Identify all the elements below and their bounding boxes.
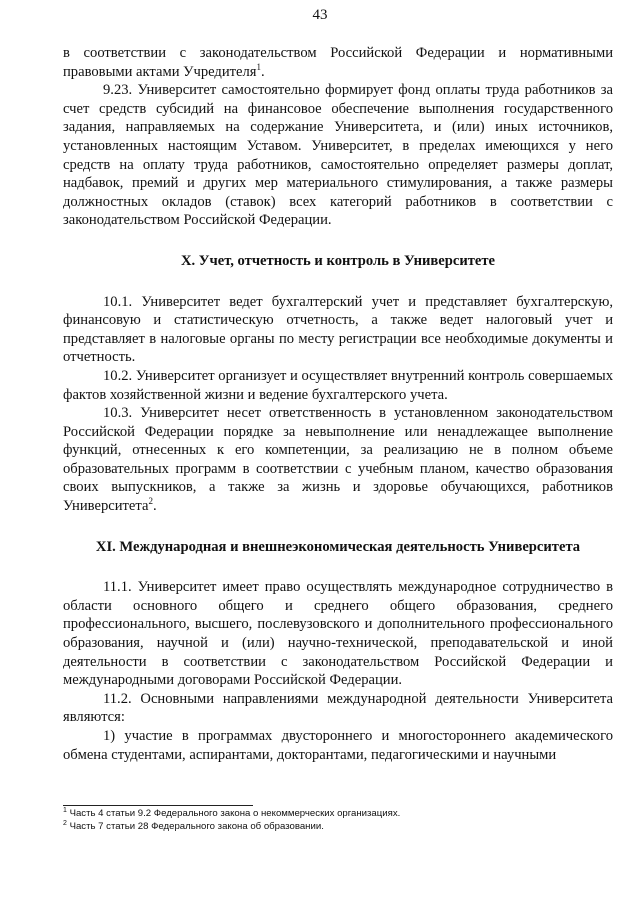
paragraph-11-2-item-1: 1) участие в программах двустороннего и многостороннего академического обмена студентами, аспирантами, докторантами, педагогическими и научными <box>63 728 613 763</box>
paragraph-11-2: 11.2. Основными направлениями международной деятельности Университета являются: <box>63 690 613 726</box>
document-body <box>63 44 613 764</box>
footnote-divider <box>63 805 253 806</box>
paragraph-text: 10.3. Университет несет ответственность в установленном законодательством Российской Федерации порядке за невыполнение или ненадлежащее выполнение функций, отнесенных к его компетенции, за реализацию не в полном объеме образовательных программ в соответствии с учебным планом, качество образования своих выпускников, а также за жизнь и здоровье обучающихся, работников Университета <box>63 405 613 515</box>
footnote-text: Часть 7 статьи 28 Федерального закона об образовании. <box>69 820 324 832</box>
page-number: 43 <box>312 7 328 23</box>
footnotes <box>63 808 613 833</box>
section-heading-x: X. Учет, отчетность и контроль в Университете <box>180 252 496 269</box>
paragraph-9-23: 9.23. Университет самостоятельно формирует фонд оплаты труда работников за счет средств субсидий на финансовое обеспечение выполнения государственного задания, направляемых на содержание Университета, и (или) иных источников, установленных настоящим Уставом. Университет, в пределах имеющихся у него средств на оплату труда работников, самостоятельно определяет размеры доплат, надбавок, премий и других мер материального стимулирования, а также размеры должностных окладов (ставок) всех категорий работников в соответствии с законодательством Российской Федерации. <box>63 82 613 229</box>
paragraph-continuation <box>63 44 613 81</box>
footnote-marker: 2 <box>63 819 67 827</box>
paragraph-10-1: 10.1. Университет ведет бухгалтерский учет и представляет бухгалтерскую, финансовую и статистическую отчетность, а также ведет налоговый учет и представляет в налоговые органы по месту регистрации все необходимые документы и отчетность. <box>63 293 613 366</box>
footnote-1 <box>63 808 613 821</box>
footnote-ref-2: 2 <box>148 496 153 507</box>
footnote-marker: 1 <box>63 806 67 814</box>
footnote-text: Часть 4 статьи 9.2 Федерального закона о некоммерческих организациях. <box>69 808 401 819</box>
paragraph-10-2: 10.2. Университет организует и осуществляет внутренний контроль совершаемых фактов хозяйственной жизни и ведение бухгалтерского учета. <box>63 367 613 403</box>
footnote-2 <box>63 821 613 834</box>
paragraph-tail: . <box>152 498 157 515</box>
paragraph-10-3 <box>63 404 613 516</box>
section-heading-xi: XI. Международная и внешнеэкономическая деятельность Университета <box>95 538 581 555</box>
footnote-ref-1: 1 <box>256 61 262 72</box>
paragraph-text: в соответствии с законодательством Российской Федерации и нормативными правовыми актами Учредителя <box>63 45 613 80</box>
paragraph-11-1: 11.1. Университет имеет право осуществлять международное сотрудничество в области основного общего и среднего общего образования, среднего профессионального, высшего, послевузовского и дополнительного профессионального образования, научной и (или) научно-технической, преподавательской и иной деятельности в соответствии с законодательством Российской Федерации и международными договорами Российской Федерации. <box>63 579 613 689</box>
paragraph-tail: . <box>261 63 265 80</box>
